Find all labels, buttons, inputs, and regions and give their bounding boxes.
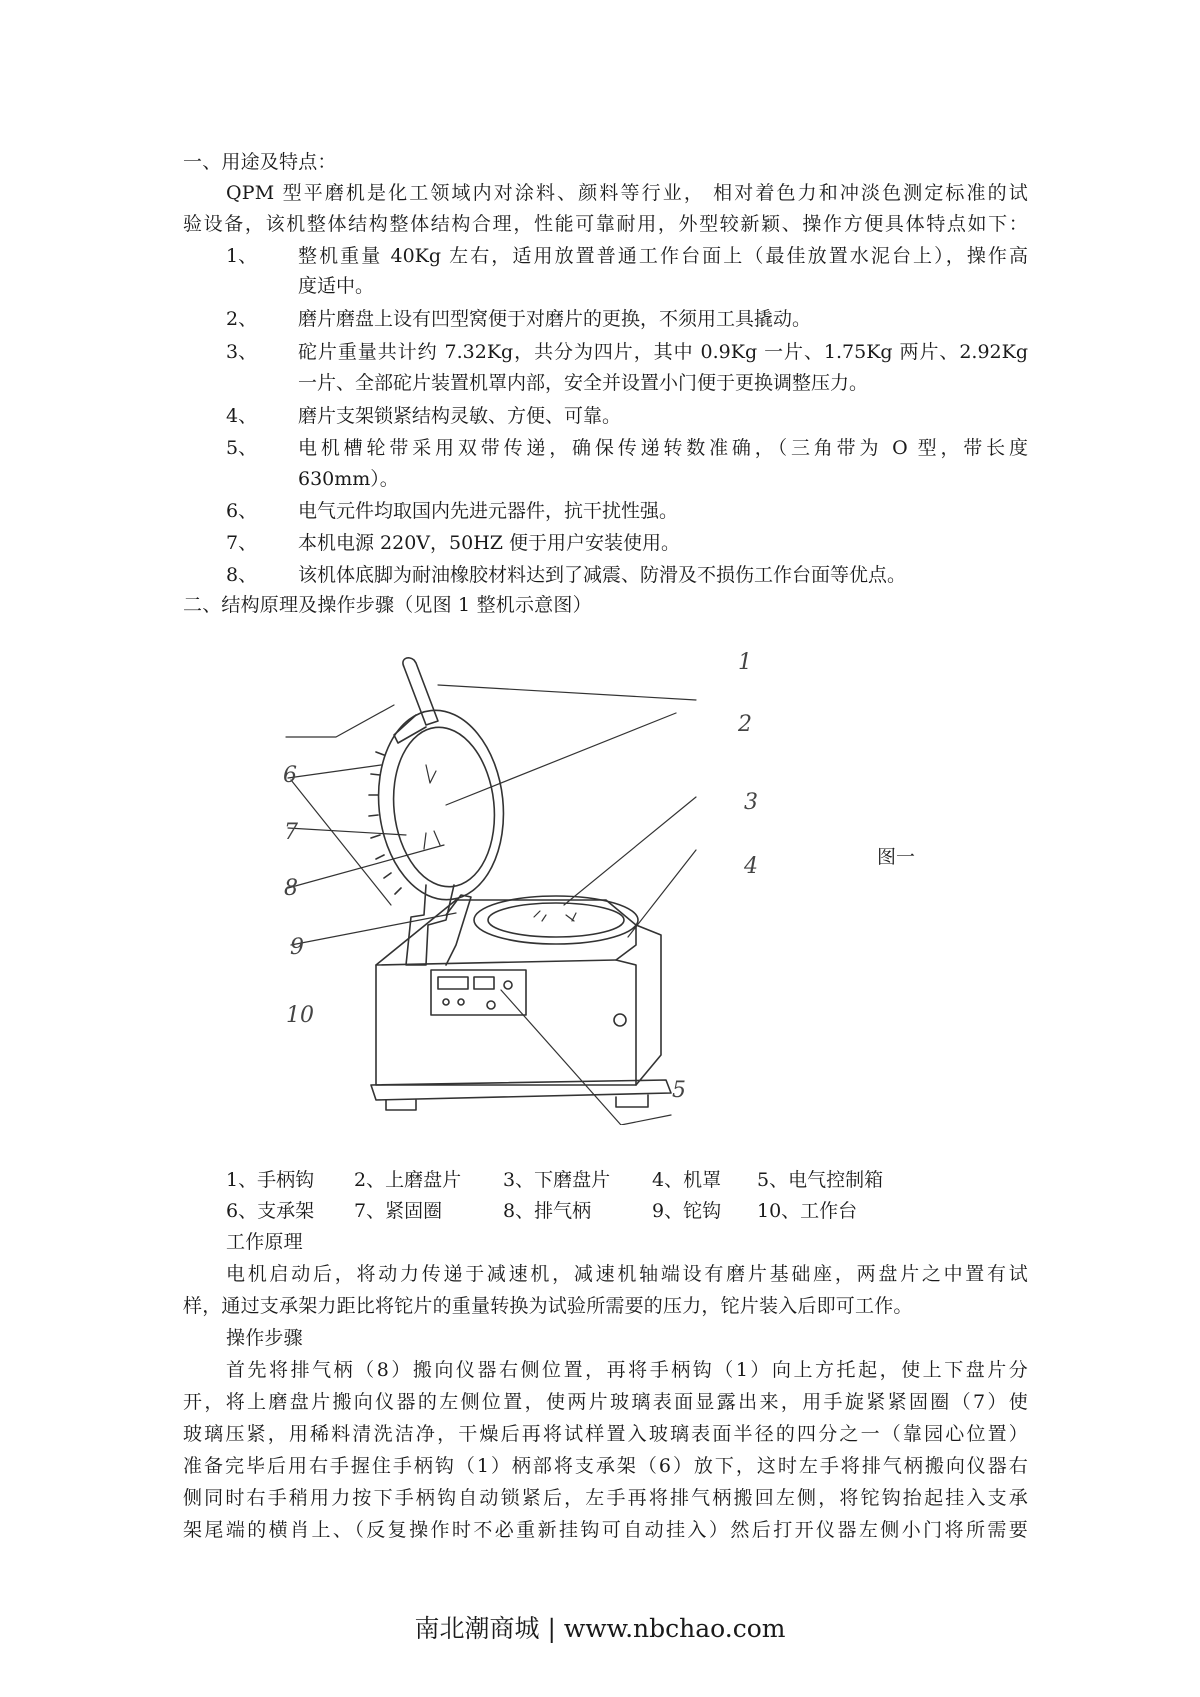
figure-caption: 图一 [877, 846, 916, 868]
callout-5: 5 [672, 1078, 686, 1103]
callout-10: 10 [286, 1003, 314, 1028]
feature-text: 整机重量 40Kg 左右，适用放置普通工作台面上（最佳放置水泥台上），操作高 [298, 245, 1028, 267]
callout-4: 4 [744, 854, 758, 879]
steps-line: 侧同时右手稍用力按下手柄钩自动锁紧后，左手再将排气柄搬回左侧，将铊钩抬起挂入支承 [183, 1487, 1028, 1509]
steps-line: 架尾端的横肖上、（反复操作时不必重新挂钩可自动挂入）然后打开仪器左侧小门将所需要 [183, 1519, 1028, 1541]
callout-7: 7 [284, 820, 298, 845]
principle-line-1: 电机启动后，将动力传递于减速机，减速机轴端设有磨片基础座，两盘片之中置有试 [226, 1263, 1028, 1285]
legend-item: 2、上磨盘片 [354, 1169, 462, 1191]
footer-watermark: 南北潮商城 | www.nbchao.com [414, 1614, 786, 1643]
callout-9: 9 [290, 935, 304, 960]
control-box-sketch [431, 970, 526, 1015]
steps-line: 准备完毕后用右手握住手柄钩（1）柄部将支承架（6）放下，这时左手将排气柄搬向仪器右 [183, 1455, 1028, 1477]
legend-item: 3、下磨盘片 [503, 1169, 611, 1191]
feature-text-cont: 630mm）。 [298, 468, 399, 490]
principle-heading: 工作原理 [226, 1231, 303, 1253]
legend-item: 10、工作台 [757, 1200, 858, 1222]
feature-number: 6、 [226, 500, 258, 522]
principle-line-2: 样，通过支承架力距比将铊片的重量转换为试验所需要的压力，铊片装入后即可工作。 [183, 1295, 913, 1317]
feature-number: 4、 [226, 405, 258, 427]
legend-item: 7、紧固圈 [354, 1200, 443, 1222]
feature-number: 8、 [226, 564, 258, 586]
upper-disc-sketch [369, 704, 513, 906]
section1-heading: 一、用途及特点： [183, 151, 337, 173]
steps-heading: 操作步骤 [226, 1327, 303, 1349]
handle-hook-sketch [394, 658, 438, 743]
callout-8: 8 [284, 876, 298, 901]
section2-heading: 二、结构原理及操作步骤（见图 1 整机示意图） [183, 594, 592, 616]
legend-item: 1、手柄钩 [226, 1169, 315, 1191]
steps-line: 开，将上磨盘片搬向仪器的左侧位置，使两片玻璃表面显露出来，用手旋紧紧固圈（7）使 [183, 1391, 1028, 1413]
feature-text: 磨片支架锁紧结构灵敏、方便、可靠。 [298, 405, 622, 427]
intro-line-2: 验设备，该机整体结构整体结构合理，性能可靠耐用，外型较新颖、操作方便具体特点如下： [183, 213, 1028, 235]
callout-2: 2 [738, 712, 752, 737]
feature-number: 1、 [226, 245, 258, 267]
legend-item: 6、支承架 [226, 1200, 315, 1222]
feature-text: 该机体底脚为耐油橡胶材料达到了减震、防滑及不损伤工作台面等优点。 [298, 564, 907, 586]
feature-text: 电机槽轮带采用双带传递，确保传递转数准确，（三角带为 O 型，带长度 [298, 437, 1028, 459]
legend-item: 5、电气控制箱 [757, 1169, 884, 1191]
feature-number: 7、 [226, 532, 258, 554]
feature-text: 砣片重量共计约 7.32Kg，共分为四片，其中 0.9Kg 一片、1.75Kg 两片、2.92Kg [298, 341, 1028, 363]
feature-number: 5、 [226, 437, 258, 459]
legend-item: 8、排气柄 [503, 1200, 592, 1222]
feature-text-cont: 度适中。 [298, 275, 375, 297]
machine-diagram [276, 645, 746, 1125]
intro-line-1: QPM 型平磨机是化工领域内对涂料、颜料等行业， 相对着色力和冲淡色测定标准的试 [226, 182, 1028, 204]
feature-text: 本机电源 220V，50HZ 便于用户安装使用。 [298, 532, 681, 554]
feature-text: 磨片磨盘上设有凹型窝便于对磨片的更换，不须用工具撬动。 [298, 308, 812, 330]
feature-text: 电气元件均取国内先进元器件，抗干扰性强。 [298, 500, 679, 522]
feature-text-cont: 一片、全部砣片装置机罩内部，安全并设置小门便于更换调整压力。 [298, 372, 869, 394]
steps-line: 玻璃压紧，用稀料清洗洁净，干燥后再将试样置入玻璃表面半径的四分之一（靠园心位置） [183, 1423, 1028, 1445]
lower-disc-sketch [474, 896, 638, 944]
feature-number: 2、 [226, 308, 258, 330]
legend-item: 4、机罩 [652, 1169, 722, 1191]
feature-number: 3、 [226, 341, 258, 363]
callout-6: 6 [283, 763, 297, 788]
steps-line: 首先将排气柄（8）搬向仪器右侧位置，再将手柄钩（1）向上方托起，使上下盘片分 [226, 1359, 1028, 1381]
legend-item: 9、铊钩 [652, 1200, 722, 1222]
callout-1: 1 [738, 650, 752, 675]
callout-3: 3 [744, 790, 758, 815]
